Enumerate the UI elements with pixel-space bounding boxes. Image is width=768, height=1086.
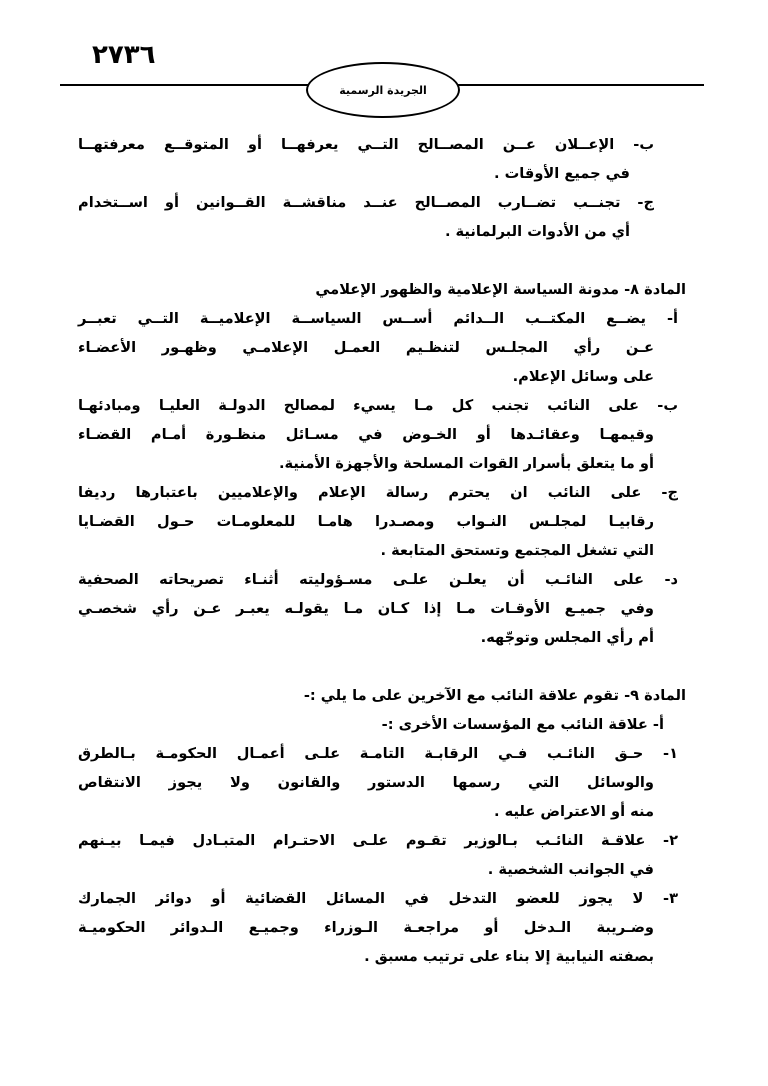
text-line: ب- الإعــلان عــن المصــالح التــي يعرفهــا أو المتوقــع معرفتهــا [78,136,654,153]
text-line: ج- على النائب ان يحترم رسالة الإعلام والإعلاميين باعتبارها رديفا [78,484,678,501]
article-heading: المادة ٩- تقوم علاقة النائب مع الآخرين على ما يلي :- [303,687,686,704]
text-line: التي تشغل المجتمع وتستحق المتابعة . [380,542,654,559]
text-line: منه أو الاعتراض عليه . [493,803,654,820]
text-line: والوسائل التي رسمها الدستور والقانون ولا يجوز الانتقاص [78,774,654,791]
text-line: ١- حـق النائـب فـي الرقابـة التامـة علـى أعمـال الحكومـة بـالطرق [78,745,678,762]
list-item [78,739,678,826]
article-9-heading [78,681,686,710]
text-line: أي من الأدوات البرلمانية . [444,223,630,240]
text-line: على وسائل الإعلام. [512,368,654,385]
text-line: بصفته النيابية إلا بناء على ترتيب مسبق . [364,948,654,965]
list-item [78,188,678,246]
text-line: ب- على النائب تجنب كل مـا يسيء لمصالح الدولـة العليـا ومبادئهـا [78,397,678,414]
text-line: رقابيـا لمجلـس النـواب ومصـدرا هامـا للمعلومـات حـول القضـايا [78,513,654,530]
text-line: ٢- علاقـة النائـب بـالوزير تقـوم علـى الاحتـرام المتبـادل فيمـا بيـنهم [78,832,678,849]
text-line: أم رأي المجلس وتوجّهه. [480,629,654,646]
list-item [78,304,678,391]
text-line: في جميع الأوقات . [494,165,630,182]
text-line: وفي جميـع الأوقـات مـا إذا كـان مـا يقولـه يعبـر عـن رأي شخصـي [78,600,654,617]
text-line: د- على النائـب أن يعلـن علـى مسـؤوليته أثنـاء تصريحاته الصحفية [78,571,678,588]
gazette-title-oval [306,62,460,118]
text-line: ج- تجنــب تضــارب المصــالح عنــد مناقشــة القــوانين أو اســتخدام [78,194,654,211]
list-item [78,391,678,478]
list-item [78,826,678,884]
list-item [78,478,678,565]
text-line: أ- يضــع المكتــب الــدائم أســس السياســة الإعلاميــة التــي تعبــر [78,310,678,327]
text-line: في الجوانب الشخصية . [487,861,654,878]
text-line: أو ما يتعلق بأسرار القوات المسلحة والأجهزة الأمنية. [279,455,654,472]
article-8-heading [78,275,686,304]
page-number: ٢٧٣٦ [92,40,156,70]
list-item [78,130,678,188]
list-item [78,565,678,652]
subheading: أ- علاقة النائب مع المؤسسات الأخرى :- [381,716,664,733]
text-line: وقيمهـا وعقائـدها أو الخـوض في مسـائل منظـورة أمـام القضـاء [78,426,654,443]
text-line: عـن رأي المجلـس لتنظـيم العمـل الإعلامـي وظهـور الأعضـاء [78,339,654,356]
gazette-title: الجريدة الرسمية [339,83,427,97]
text-line: ٣- لا يجوز للعضو التدخل في المسائل القضائية أو دوائر الجمارك [78,890,678,907]
list-item [78,884,678,971]
article-9-subheading [78,710,678,739]
document-body [78,130,686,971]
text-line: وضـريبة الـدخل أو مراجعـة الـوزراء وجميـع الـدوائر الحكوميـة [78,919,654,936]
article-heading: المادة ٨- مدونة السياسة الإعلامية والظهور الإعلامي [315,281,686,298]
